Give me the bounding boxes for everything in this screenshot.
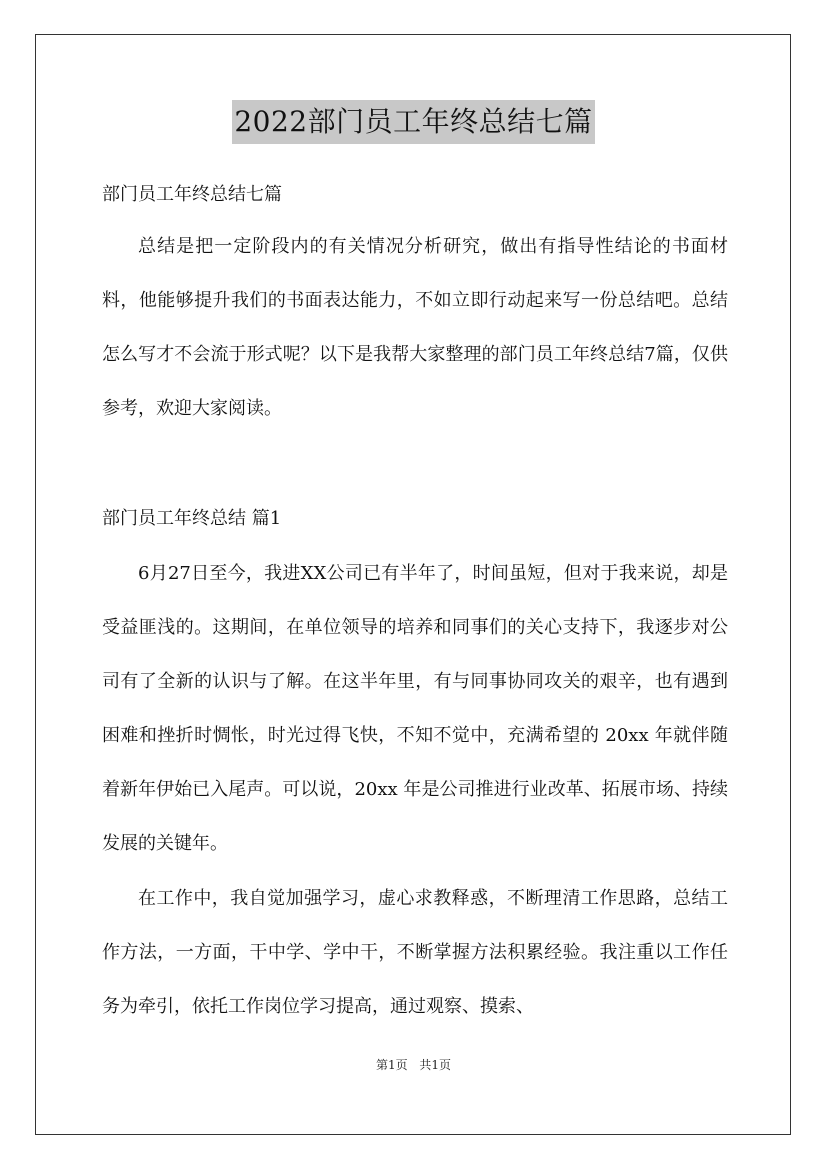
page-footer bbox=[0, 1057, 827, 1073]
title-wrap bbox=[0, 100, 827, 144]
page-indicator: 第1页 bbox=[375, 1058, 408, 1072]
section-heading: 部门员工年终总结 篇1 bbox=[102, 508, 282, 529]
section-paragraph-1: 6月27日至今，我进XX公司已有半年了，时间虽短，但对于我来说，却是受益匪浅的。这期间，在单位领导的培养和同事们的关心支持下，我逐步对公司有了全新的认识与了解。在这半年里，有与同事协同攻关的艰辛，也有遇到困难和挫折时惆怅，时光过得飞快，不知不觉中，充满希望的 20xx 年就伴随着新年伊始已入尾声。可以说，20xx 年是公司推进行业改革、拓展市场、持续发展的关键年。 bbox=[102, 563, 728, 854]
total-indicator: 共1页 bbox=[419, 1058, 452, 1072]
document-subtitle: 部门员工年终总结七篇 bbox=[102, 184, 282, 205]
document-title: 2022部门员工年终总结七篇 bbox=[232, 100, 594, 144]
section-paragraph-2: 在工作中，我自觉加强学习，虚心求教释惑，不断理清工作思路，总结工作方法，一方面，干中学、学中干，不断掌握方法积累经验。我注重以工作任务为牵引，依托工作岗位学习提高，通过观察、摸索、 bbox=[102, 888, 728, 1017]
intro-paragraph: 总结是把一定阶段内的有关情况分析研究，做出有指导性结论的书面材料，他能够提升我们的书面表达能力，不如立即行动起来写一份总结吧。总结怎么写才不会流于形式呢？以下是我帮大家整理的部门员工年终总结7篇，仅供参考，欢迎大家阅读。 bbox=[102, 236, 728, 419]
